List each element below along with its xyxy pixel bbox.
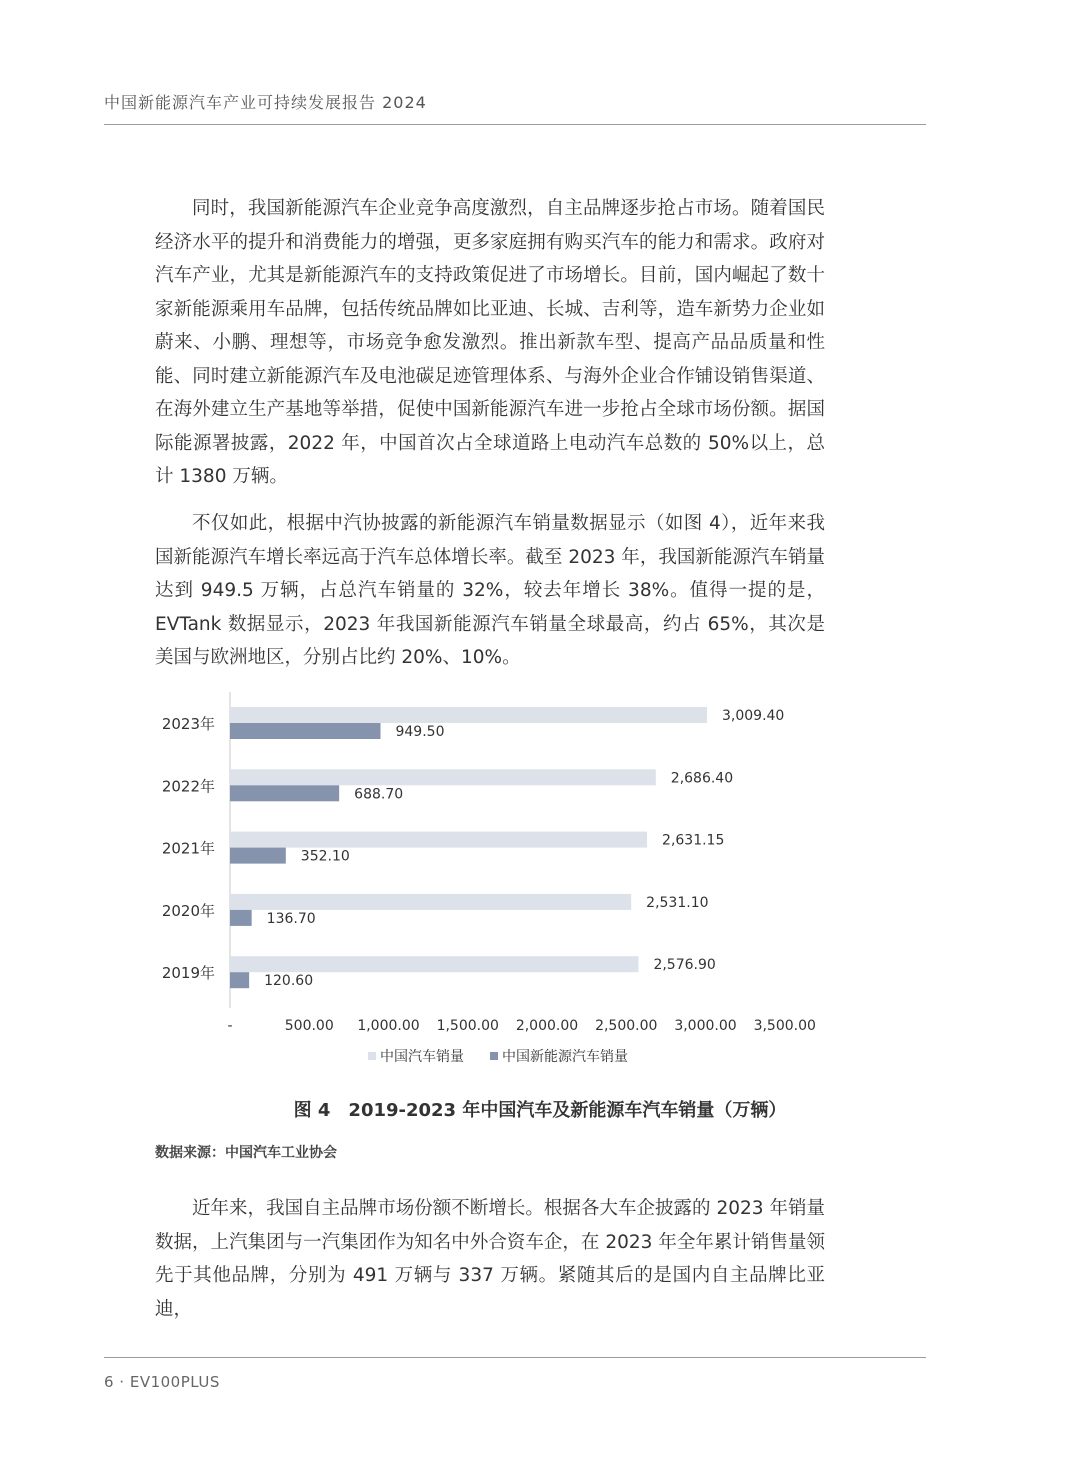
x-tick-label: - [227,1018,233,1034]
data-label: 120.60 [264,973,314,990]
x-tick-label: 2,000.00 [515,1018,579,1034]
data-label: 2,531.10 [646,894,709,911]
legend-label-nev: 中国新能源汽车销量 [502,1049,628,1065]
category-label: 2023年 [161,715,215,733]
x-tick-label: 1,000.00 [357,1018,420,1034]
data-label: 136.70 [266,910,316,927]
figure-caption: 图 4 2019-2023 年中国汽车及新能源车汽车销量（万辆） [293,1100,787,1121]
header-divider [104,124,926,125]
bar-total [230,832,647,848]
x-tick-label: 3,000.00 [674,1018,737,1034]
data-label: 2,631.15 [662,832,725,849]
footer-divider [104,1357,926,1358]
legend-label-total: 中国汽车销量 [380,1049,464,1065]
x-tick-label: 2,500.00 [595,1018,658,1034]
x-tick-label: 1,500.00 [436,1018,499,1034]
sales-bar-chart [150,690,850,1080]
legend-swatch-total [368,1052,376,1060]
data-label: 2,576.90 [653,957,716,974]
body-paragraph-2: 不仅如此，根据中汽协披露的新能源汽车销量数据显示（如图 4），近年来我国新能源汽车增长率远高于汽车总体增长率。截至 2023 年，我国新能源汽车销量达到 949.5 万辆，占总汽车销量的 32%，较去年增长 38%。值得一提的是，EVTank 数据显示，2023 年我国新能源汽车销量全球最高，约占 65%，其次是美国与欧洲地区，分别占比约 20%、10%。 [155,513,825,668]
bar-total [230,894,631,910]
footer-page-label: 6 · EV100PLUS [104,1373,220,1391]
category-label: 2021年 [161,839,215,858]
x-tick-label: 500.00 [284,1018,334,1034]
data-label: 2,686.40 [670,770,734,787]
body-paragraph-1: 同时，我国新能源汽车企业竞争高度激烈，自主品牌逐步抢占市场。随着国民经济水平的提升和消费能力的增强，更多家庭拥有购买汽车的能力和需求。政府对汽车产业，尤其是新能源汽车的支持政策促进了市场增长。目前，国内崛起了数十家新能源乘用车品牌，包括传统品牌如比亚迪、长城、吉利等，造车新势力企业如蔚来、小鹏、理想等，市场竞争愈发激烈。推出新款车型、提高产品品质量和性能、同时建立新能源汽车及电池碳足迹管理体系、与海外企业合作铺设销售渠道、在海外建立生产基地等举措，促使中国新能源汽车进一步抢占全球市场份额。据国际能源署披露，2022 年，中国首次占全球道路上电动汽车总数的 50%以上，总计 1380 万辆。 [155,198,825,487]
bar-nev [230,848,286,864]
bar-nev [230,785,339,801]
category-label: 2020年 [161,901,215,920]
x-tick-label: 3,500.00 [753,1018,816,1034]
category-label: 2019年 [161,964,215,983]
bar-nev [230,972,249,988]
data-label: 949.50 [395,724,445,740]
header-title: 中国新能源汽车产业可持续发展报告 2024 [104,93,427,112]
data-label: 352.10 [300,848,350,865]
figure-source: 数据来源：中国汽车工业协会 [155,1145,337,1161]
legend-swatch-nev [490,1052,498,1060]
data-label: 3,009.40 [721,708,785,724]
bar-total [230,956,638,972]
data-label: 688.70 [354,786,404,803]
bar-nev [230,723,380,739]
category-label: 2022年 [161,777,215,796]
bar-total [230,707,707,723]
bar-total [230,769,656,785]
bar-nev [230,910,252,926]
body-paragraph-3: 近年来，我国自主品牌市场份额不断增长。根据各大车企披露的 2023 年销量数据，上汽集团与一汽集团作为知名中外合资车企，在 2023 年全年累计销售量领先于其他品牌，分别为 491 万辆与 337 万辆。紧随其后的是国内自主品牌比亚迪， [155,1198,825,1320]
